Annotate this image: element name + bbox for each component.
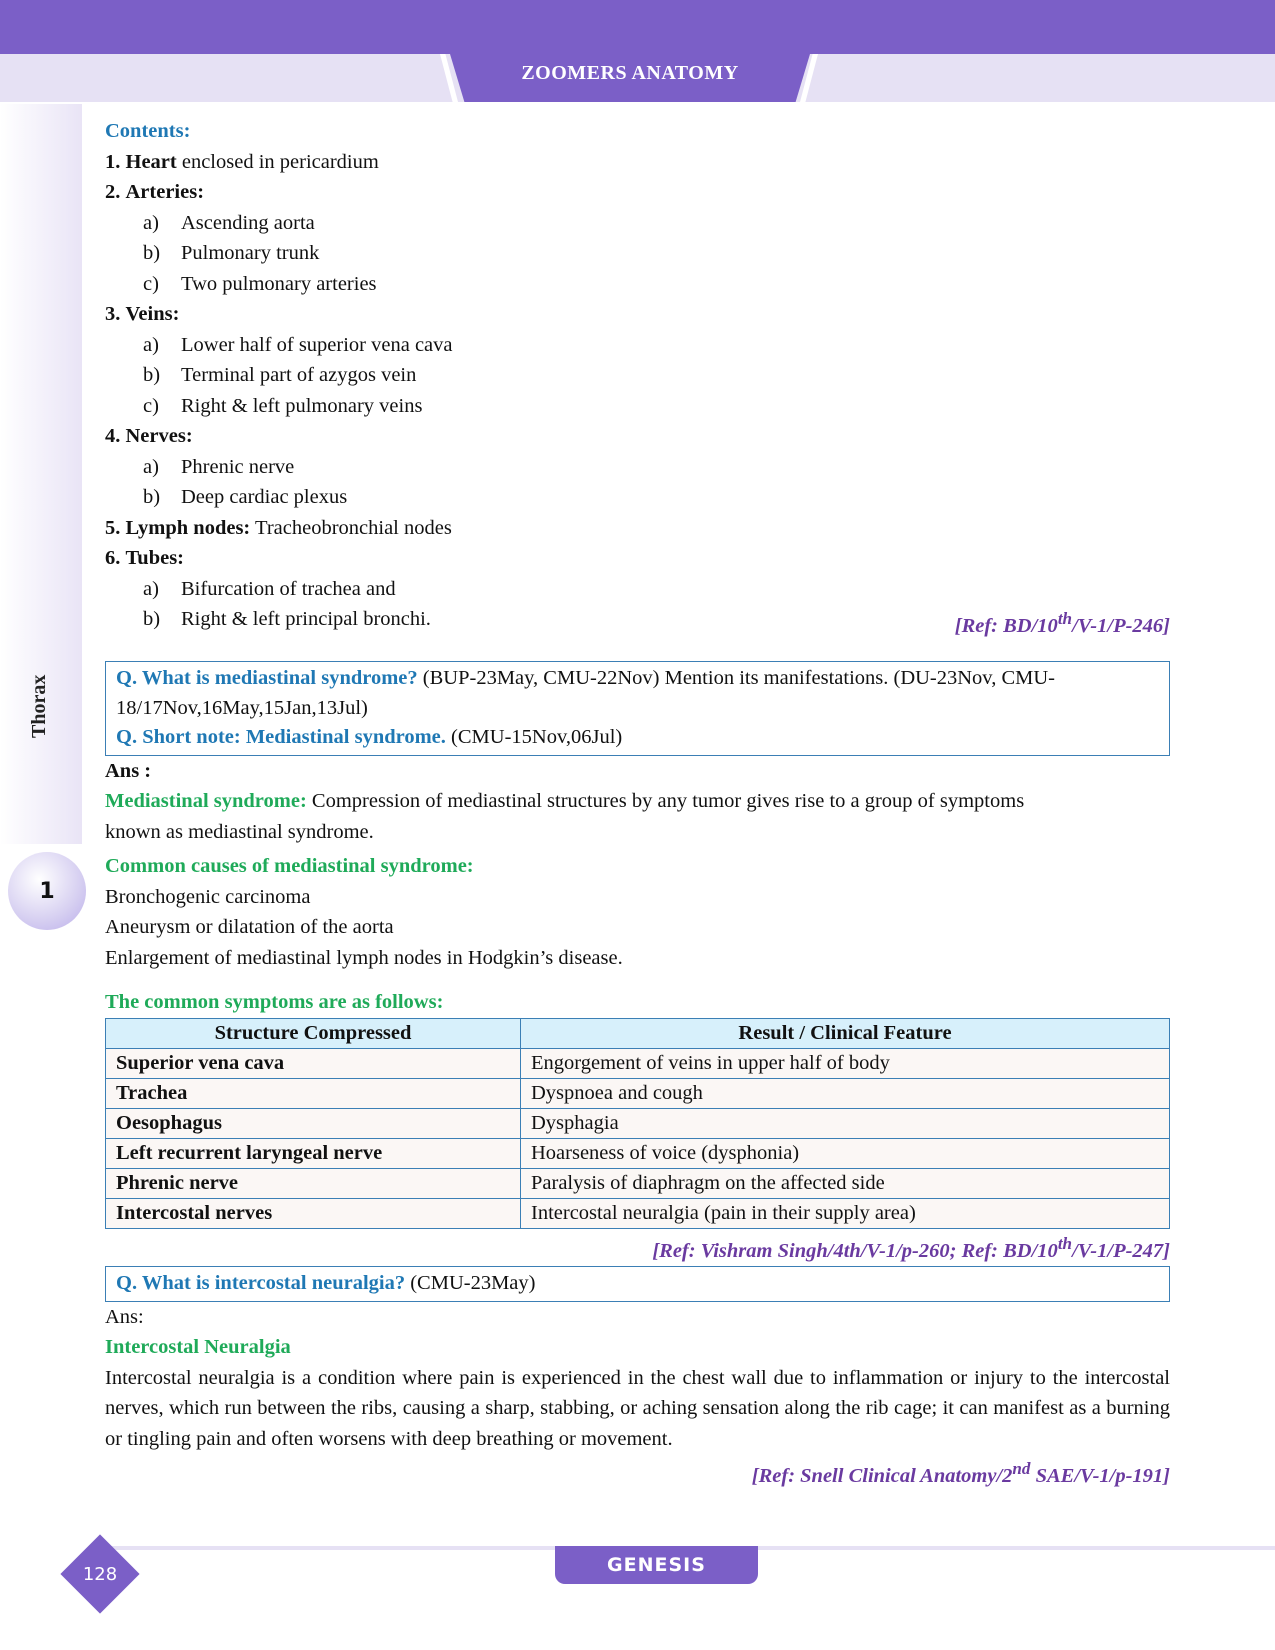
table-header-row (106, 1018, 1170, 1048)
contents-item-5: 5. Lymph nodes: Tracheobronchial nodes (105, 516, 452, 539)
causes-heading: Common causes of mediastinal syndrome: (105, 855, 474, 878)
footer-brand: GENESIS (555, 1546, 758, 1584)
list-item: b) Pulmonary trunk (143, 242, 320, 264)
question-2: Q. Short note: Mediastinal syndrome. (CMU-15Nov,06Jul) (116, 726, 623, 749)
question-box-neuralgia (105, 1266, 1170, 1302)
table-header: Result / Clinical Feature (521, 1018, 1170, 1048)
table-row: Phrenic nerve Paralysis of diaphragm on the affected side (106, 1168, 1170, 1198)
contents-item-2: 2. Arteries: (105, 181, 205, 203)
list-item: a) Phrenic nerve (143, 455, 295, 478)
page-number: 128 (82, 1564, 118, 1585)
symptoms-table (105, 1018, 1170, 1229)
table-row: Left recurrent laryngeal nerve Hoarseness of voice (dysphonia) (106, 1138, 1170, 1168)
list-item: a) Lower half of superior vena cava (143, 333, 453, 356)
header-band (0, 0, 1275, 54)
contents-item-4: 4. Nerves: (105, 425, 193, 447)
answer-label-2: Ans: (105, 1305, 144, 1328)
list-item: c) Right & left pulmonary veins (143, 394, 423, 417)
list-item: b) Terminal part of azygos vein (143, 364, 417, 386)
table-row: Superior vena cava Engorgement of veins in upper half of body (106, 1048, 1170, 1078)
definition-cont: known as mediastinal syndrome. (105, 820, 374, 843)
header-title: ZOOMERS ANATOMY (521, 62, 739, 84)
cause-item: Aneurysm or dilatation of the aorta (105, 916, 394, 939)
contents-item-3: 3. Veins: (105, 303, 180, 325)
neuralgia-heading: Intercostal Neuralgia (105, 1336, 291, 1359)
list-item: a) Ascending aorta (143, 211, 315, 234)
page-content (105, 116, 1170, 1491)
cause-item: Bronchogenic carcinoma (105, 885, 311, 908)
question-box-mediastinal (105, 661, 1170, 756)
contents-heading: Contents: (105, 120, 191, 142)
table-row: Trachea Dyspnoea and cough (106, 1078, 1170, 1108)
contents-item-6: 6. Tubes: (105, 547, 184, 569)
question-1-cont: 18/17Nov,16May,15Jan,13Jul) (116, 696, 368, 719)
list-item: a) Bifurcation of trachea and (143, 577, 396, 600)
cause-item: Enlargement of mediastinal lymph nodes in Hodgkin’s disease. (105, 946, 623, 969)
definition: Mediastinal syndrome: Compression of mediastinal structures by any tumor gives rise to a group of symptoms (105, 790, 1025, 813)
table-row: Oesophagus Dysphagia (106, 1108, 1170, 1138)
answer-label: Ans : (105, 759, 152, 782)
table-header: Structure Compressed (106, 1018, 521, 1048)
question-1: Q. What is mediastinal syndrome? (BUP-23May, CMU-22Nov) Mention its manifestations. (DU-23Nov, CMU- (116, 667, 1056, 690)
list-item: b) Right & left principal bronchi. (143, 608, 431, 630)
reference-neuralgia: [Ref: Snell Clinical Anatomy/2nd SAE/V-1/p-191] (751, 1459, 1170, 1487)
table-row: Intercostal nerves Intercostal neuralgia (pain in their supply area) (106, 1198, 1170, 1228)
list-item-with-ref (143, 604, 1170, 641)
question-3: Q. What is intercostal neuralgia? (CMU-23May) (116, 1272, 536, 1295)
neuralgia-body: Intercostal neuralgia is a condition where pain is experienced in the chest wall due to inflammation or injury to the intercostal nerves, which run between the ribs, causing a sharp, stabbing, or aching sensation along the rib cage; it can manifest as a burning or tingling pain and often worsens with deep breathing or movement. (105, 1366, 1170, 1450)
section-label: Thorax (28, 674, 50, 738)
reference-table: [Ref: Vishram Singh/4th/V-1/p-260; Ref: BD/10th/V-1/P-247] (652, 1233, 1170, 1262)
chapter-number: 1 (8, 852, 86, 930)
list-item: c) Two pulmonary arteries (143, 272, 377, 295)
contents-item-1: 1. Heart enclosed in pericardium (105, 150, 379, 173)
list-item: b) Deep cardiac plexus (143, 486, 348, 508)
symptoms-heading: The common symptoms are as follows: (105, 991, 444, 1014)
reference-contents: [Ref: BD/10th/V-1/P-246] (954, 609, 1170, 637)
